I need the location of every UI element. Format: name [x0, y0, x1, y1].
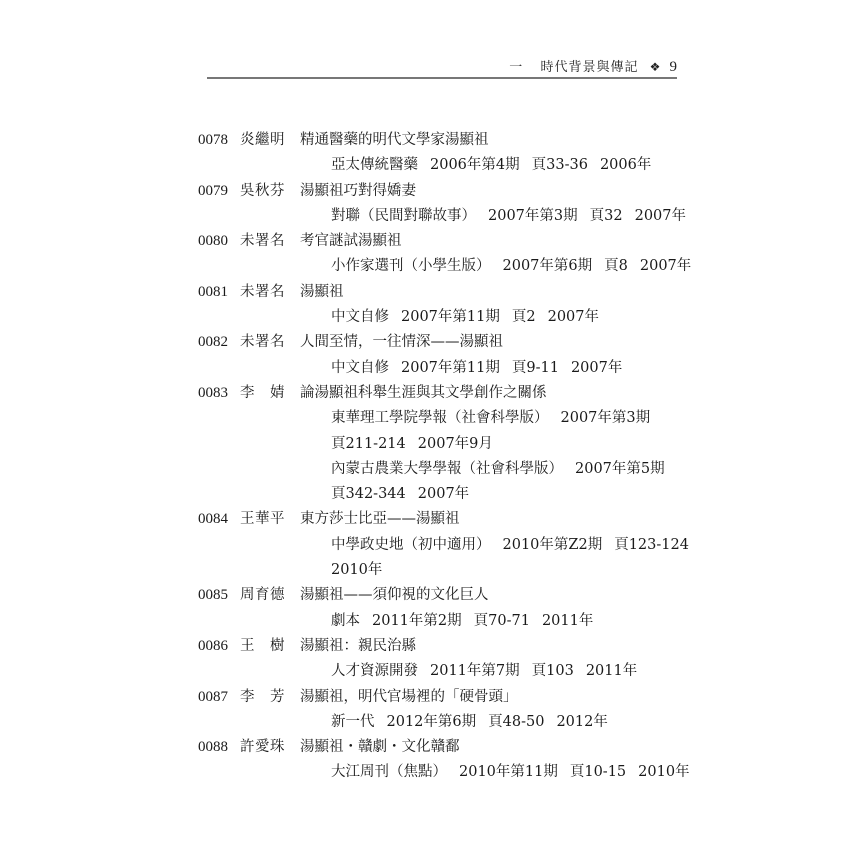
publication-detail: 2010年第Z2期 — [502, 536, 603, 553]
publication-detail: 小作家選刊（小學生版） — [331, 258, 491, 275]
publication-detail: 中學政史地（初中適用） — [331, 536, 491, 553]
entry-title: 東方莎士比亞——湯顯祖 — [300, 511, 460, 528]
entry-number: 0085 — [198, 587, 228, 604]
entry-number: 0083 — [198, 384, 228, 401]
entry-publication-line — [198, 710, 718, 735]
entry-author: 周育德 — [240, 587, 285, 604]
entry-number: 0079 — [198, 182, 228, 199]
publication-detail: 頁48-50 — [488, 713, 545, 730]
publication-detail: 頁211-214 — [331, 435, 406, 452]
publication-detail: 2012年第6期 — [386, 713, 477, 730]
entry-author: 未署名 — [240, 283, 285, 300]
entry-author: 未署名 — [240, 334, 285, 351]
chapter-number: 一 — [509, 60, 524, 75]
entry-line — [198, 128, 718, 153]
entry-publication-line — [198, 482, 718, 507]
publication-detail: 頁342-344 — [331, 486, 406, 503]
entry-title: 湯顯祖，明代官場裡的「硬骨頭」 — [300, 688, 518, 705]
publication-detail: 人才資源開發 — [331, 663, 418, 680]
publication-detail: 劇本 — [331, 612, 360, 629]
entry-line — [198, 280, 718, 305]
entry-line — [198, 229, 718, 254]
entry-author: 炎繼明 — [240, 132, 285, 148]
publication-detail: 2007年9月 — [417, 435, 493, 452]
publication-detail: 大江周刊（焦點） — [331, 764, 447, 781]
publication-detail: 2007年第3期 — [488, 207, 578, 224]
entry-title: 湯顯祖 — [300, 283, 344, 300]
entry-title: 湯顯祖・贛劇・文化贛鄱 — [300, 739, 460, 756]
publication-detail: 頁103 — [531, 663, 574, 680]
entry-title: 湯顯祖——須仰視的文化巨人 — [300, 587, 489, 604]
entry-author: 王 樹 — [240, 637, 285, 654]
publication-detail: 2011年 — [585, 663, 638, 680]
entry-line — [198, 685, 718, 710]
entry-title: 湯顯祖巧對得嬌妻 — [300, 182, 416, 199]
publication-detail: 2010年 — [331, 562, 383, 579]
entry-number: 0086 — [198, 637, 228, 654]
publication-detail: 2007年第3期 — [560, 410, 651, 427]
publication-detail: 頁70-71 — [473, 612, 530, 629]
publication-detail: 中文自修 — [331, 359, 389, 376]
publication-detail: 2007年 — [639, 258, 692, 275]
publication-detail: 亞太傳統醫藥 — [331, 157, 418, 174]
entry-publication-line — [198, 406, 718, 431]
publication-detail: 對聯（民間對聯故事） — [331, 207, 476, 224]
publication-detail: 新一代 — [331, 713, 375, 730]
publication-detail: 頁2 — [511, 309, 536, 326]
entry-publication-line — [198, 760, 718, 785]
entry-publication-line — [198, 533, 718, 558]
page-number: 9 — [669, 59, 677, 75]
publication-detail: 2007年 — [547, 309, 599, 326]
entry-publication-line — [198, 432, 718, 457]
entry-author: 李 婧 — [240, 384, 285, 401]
running-head — [207, 58, 677, 76]
publication-detail: 2012年 — [556, 713, 608, 730]
entry-publication-line — [198, 356, 718, 381]
entry-author: 李 芳 — [240, 688, 285, 705]
publication-detail: 2011年 — [541, 612, 594, 629]
entry-number: 0084 — [198, 511, 228, 528]
entry-number: 0081 — [198, 283, 228, 300]
entry-publication-line — [198, 558, 718, 583]
entry-line — [198, 507, 718, 532]
entry-author: 王華平 — [240, 511, 285, 528]
publication-detail: 內蒙古農業大學學報（社會科學版） — [331, 460, 563, 477]
entry-publication-line — [198, 609, 718, 634]
publication-detail: 2007年第11期 — [401, 309, 500, 326]
entry-line — [198, 330, 718, 355]
entry-author: 吳秋芬 — [240, 182, 285, 199]
publication-detail: 頁32 — [589, 207, 623, 224]
entry-number: 0080 — [198, 233, 228, 250]
publication-detail: 2011年第7期 — [430, 663, 520, 680]
entry-title: 精通醫藥的明代文學家湯顯祖 — [300, 132, 489, 148]
entry-title: 湯顯祖：親民治縣 — [300, 637, 416, 654]
entry-publication-line — [198, 204, 718, 229]
entry-line — [198, 583, 718, 608]
publication-detail: 頁123-124 — [614, 536, 689, 553]
ornament-icon: ❖ — [649, 60, 662, 74]
entry-title: 人間至情，一往情深——湯顯祖 — [300, 334, 503, 351]
publication-detail: 頁33-36 — [531, 157, 588, 174]
entry-line — [198, 381, 718, 406]
publication-detail: 東華理工學院學報（社會科學版） — [331, 410, 549, 427]
publication-detail: 頁10-15 — [569, 764, 627, 781]
entry-number: 0088 — [198, 739, 228, 756]
publication-detail: 2006年 — [599, 157, 652, 174]
publication-detail: 頁8 — [604, 258, 628, 275]
entry-title: 論湯顯祖科舉生涯與其文學創作之關係 — [300, 384, 547, 401]
entry-line — [198, 179, 718, 204]
entry-publication-line — [198, 457, 718, 482]
entry-number: 0082 — [198, 334, 228, 351]
publication-detail: 2007年第6期 — [502, 258, 593, 275]
publication-detail: 2006年第4期 — [430, 157, 520, 174]
entry-line — [198, 735, 718, 760]
entry-publication-line — [198, 305, 718, 330]
publication-detail: 2010年第11期 — [459, 764, 558, 781]
entry-author: 未署名 — [240, 233, 285, 250]
publication-detail: 2010年 — [638, 764, 690, 781]
publication-detail: 2007年 — [634, 207, 686, 224]
bibliography-list — [198, 128, 718, 786]
publication-detail: 頁9-11 — [511, 359, 559, 376]
entry-publication-line — [198, 153, 718, 178]
publication-detail: 2007年第5期 — [575, 460, 665, 477]
entry-title: 考官謎試湯顯祖 — [300, 233, 402, 250]
entry-number: 0078 — [198, 132, 228, 148]
publication-detail: 2007年 — [570, 359, 623, 376]
entry-publication-line — [198, 254, 718, 279]
publication-detail: 2007年 — [417, 486, 470, 503]
publication-detail: 中文自修 — [331, 309, 389, 326]
chapter-title: 時代背景與傳記 — [540, 60, 639, 75]
entry-number: 0087 — [198, 688, 228, 705]
publication-detail: 2007年第11期 — [401, 359, 500, 376]
entry-author: 許愛珠 — [240, 739, 285, 756]
header-rule — [207, 77, 677, 79]
publication-detail: 2011年第2期 — [372, 612, 462, 629]
entry-publication-line — [198, 659, 718, 684]
entry-line — [198, 634, 718, 659]
